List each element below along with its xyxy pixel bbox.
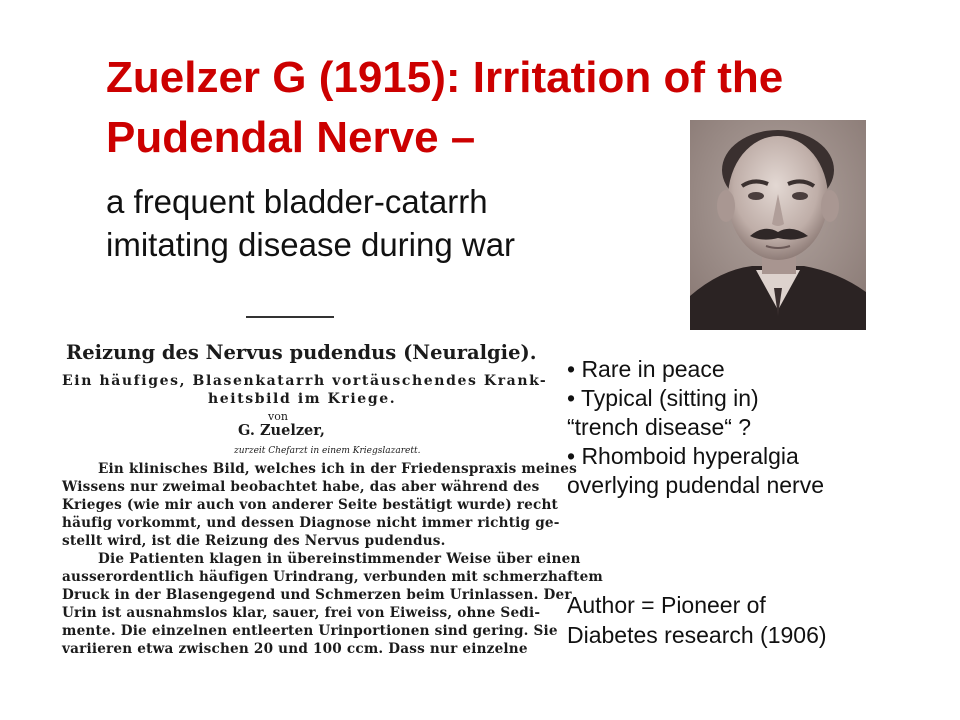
clipping-von: von: [268, 410, 288, 423]
bullet-item: “trench disease“ ?: [567, 414, 752, 440]
newspaper-clipping: [58, 312, 604, 690]
author-note-line-2: Diabetes research (1906): [567, 622, 827, 648]
bullet-item: • Rhomboid hyperalgia: [567, 443, 799, 469]
clipping-body-line: mente. Die einzelnen entleerten Urinportionen sind gering. Sie: [62, 623, 558, 639]
author-portrait: [690, 120, 866, 330]
clipping-heading: Reizung des Nervus pudendus (Neuralgie).: [66, 341, 537, 364]
bullet-list: [567, 355, 947, 500]
clipping-affiliation: zurzeit Chefarzt in einem Kriegslazarett.: [234, 446, 421, 456]
clipping-body-line: Wissens nur zweimal beobachtet habe, das aber während des: [62, 479, 540, 495]
author-note: [567, 590, 952, 650]
clipping-subheading-line-2: heitsbild im Kriege.: [208, 391, 397, 407]
clipping-subheading-line-1: Ein häufiges, Blasenkatarrh vortäuschendes Krank-: [62, 373, 548, 389]
clipping-body-line: Druck in der Blasengegend und Schmerzen beim Urinlassen. Der: [62, 587, 572, 603]
slide-title-line-1: Zuelzer G (1915): Irritation of the: [106, 53, 784, 102]
clipping-body-line: Die Patienten klagen in übereinstimmender Weise über einen: [98, 551, 581, 567]
bullet-item: • Typical (sitting in): [567, 385, 759, 411]
clipping-top-rule: [246, 316, 334, 318]
slide-subtitle: [106, 180, 706, 266]
slide-subtitle-line-2: imitating disease during war: [106, 226, 516, 263]
clipping-body-line: ausserordentlich häufigen Urindrang, verbunden mit schmerzhaftem: [62, 569, 604, 585]
clipping-body-line: Urin ist ausnahmslos klar, sauer, frei von Eiweiss, ohne Sedi-: [62, 605, 541, 621]
clipping-author: G. Zuelzer,: [238, 422, 325, 439]
clipping-body-line: stellt wird, ist die Reizung des Nervus pudendus.: [62, 533, 446, 549]
slide-subtitle-line-1: a frequent bladder-catarrh: [106, 183, 488, 220]
clipping-body-line: variieren etwa zwischen 20 und 100 ccm. Dass nur einzelne: [62, 641, 528, 657]
slide-title-line-2: Pudendal Nerve –: [106, 113, 476, 162]
clipping-body-line: häufig vorkommt, und dessen Diagnose nicht immer richtig ge-: [62, 515, 560, 531]
clipping-body-line: Krieges (wie mir auch von anderer Seite bestätigt wurde) recht: [62, 497, 559, 513]
bullet-item: overlying pudendal nerve: [567, 472, 825, 498]
clipping-body-line: Ein klinisches Bild, welches ich in der Friedenspraxis meines: [98, 461, 577, 477]
portrait-drawing: [690, 120, 866, 330]
author-note-line-1: Author = Pioneer of: [567, 592, 766, 618]
bullet-item: • Rare in peace: [567, 356, 725, 382]
